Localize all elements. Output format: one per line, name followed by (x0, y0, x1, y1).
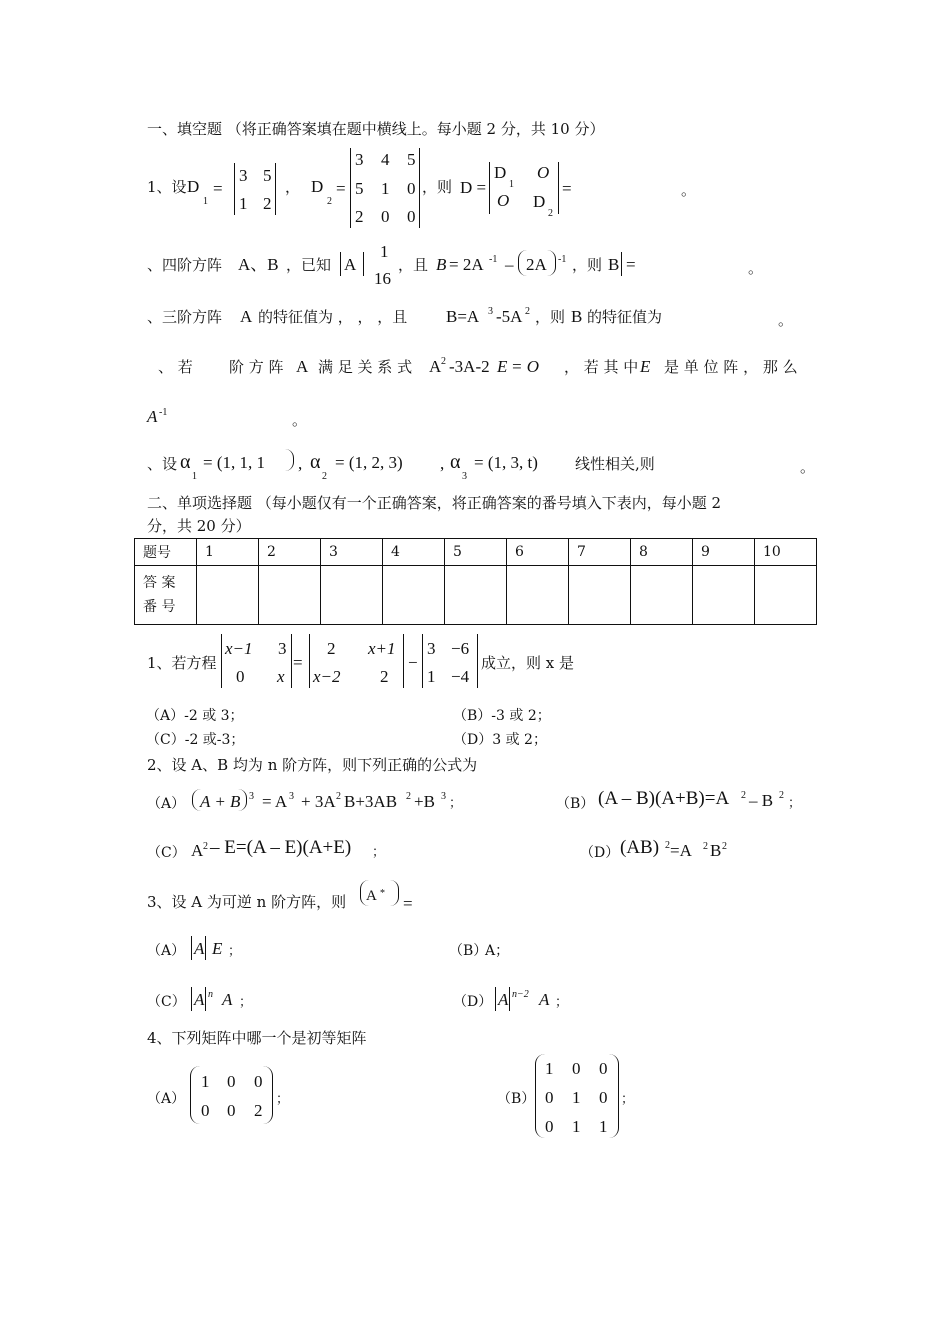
mc2-a-rest2: + 3A (301, 792, 336, 811)
q4-expr-mid: -3A-2 (449, 357, 490, 376)
q3-text1: 的特征值为 ， ， ，且 (258, 308, 408, 326)
q2-end: 。 (748, 259, 764, 277)
table-header-cell: 6 (507, 539, 569, 566)
mc4-a-label: （A） (147, 1091, 186, 1107)
q3-sup2: 2 (525, 306, 530, 317)
mc3-b-text: A； (485, 943, 510, 959)
table-header-cell: 10 (755, 539, 817, 566)
q1-end: 。 (681, 181, 697, 199)
table-answer-label-line1: 答 案 (143, 575, 176, 591)
q4-e: E (497, 357, 508, 376)
mc4-b-cell: 0 (599, 1088, 608, 1107)
mc2-a-rest: = A (262, 792, 288, 811)
mc2-b-expr: (A – B)(A+B)=A (598, 788, 730, 809)
answer-cell-6[interactable] (507, 566, 569, 625)
mc4-b-label: （B） (497, 1091, 536, 1107)
table-header-cell: 8 (631, 539, 693, 566)
mc2-c-sup: 2 (203, 841, 208, 852)
q1-prefix: 1、设 (147, 178, 187, 196)
mc1-option-c[interactable]: （C）-2 或-3； (146, 732, 245, 748)
q1-m2-cell: 2 (355, 207, 364, 226)
mc1-option-a[interactable]: （A）-2 或 3； (146, 708, 244, 724)
mc2-a-rest3: B+3AB (344, 792, 398, 811)
q2-frac-den: 16 (374, 269, 391, 288)
q5-v2: = (1, 2, 3) (335, 453, 403, 472)
q1-m2-cell: 0 (381, 207, 390, 226)
answer-table (134, 538, 817, 625)
q1-comma: ， (285, 178, 301, 196)
q3-text2: ，则 (535, 308, 566, 326)
mc3-a-end: ； (228, 944, 242, 959)
q3-end: 。 (778, 311, 794, 329)
q3-text3: 的特征值为 (587, 308, 663, 326)
q1-block-sub: 2 (548, 208, 553, 219)
mc1-m3-cell: −4 (451, 667, 470, 686)
q2-abs-b (621, 252, 622, 276)
q4-expr-a: A (429, 357, 442, 376)
mc2-d-sup: 2 (665, 840, 670, 851)
q1-m1-r1c2: 5 (263, 166, 272, 185)
table-answer-label-line2: 番 号 (143, 599, 176, 615)
q4-ainv-sup: -1 (159, 407, 168, 418)
q5-alpha2: α (310, 451, 321, 473)
mc3-b-label: （B） (449, 943, 488, 959)
mc3-c-end: ； (239, 995, 253, 1010)
q2-and: ，且 (398, 256, 429, 274)
q4-ainv: A (147, 407, 158, 426)
q1-d2: D (311, 177, 324, 196)
table-header-cell: 7 (569, 539, 631, 566)
q2-known: ，已知 (286, 256, 332, 274)
q1-block-cell: D (494, 163, 507, 182)
q2-prefix: 、四阶方阵 (147, 256, 223, 274)
q4-e2: E (640, 357, 651, 376)
mc2-a-expr: A + B (200, 792, 241, 811)
q5-alpha1: α (180, 451, 191, 473)
q4-sup2: 2 (441, 356, 446, 367)
mc1-m3-cell: 3 (427, 639, 436, 658)
table-header-cell: 4 (383, 539, 445, 566)
q1-d1: D (187, 177, 200, 196)
q1-block-cell: O (497, 191, 510, 210)
q1-block-cell: D (533, 192, 546, 211)
mc2-b-label: （B） (556, 796, 595, 812)
mc2-a-rest3-sup: 2 (406, 791, 411, 802)
q1-d1-sub: 1 (203, 196, 208, 207)
mc3-a-e: E (212, 939, 223, 958)
mc4-a-cell: 0 (201, 1101, 210, 1120)
mc1-m1-cell: x (277, 667, 285, 686)
mc2-a-rest4-sup: 3 (441, 791, 446, 802)
q1-eq2: = (336, 179, 346, 198)
mc4-b-cell: 1 (572, 1117, 581, 1136)
mc3-c-expr: A (194, 990, 205, 1009)
mc2-c-expr: A (191, 841, 204, 860)
mc1-m2-cell: 2 (380, 667, 389, 686)
mc3-a-expr: A (194, 939, 205, 958)
mc3-c-label: （C） (147, 994, 186, 1010)
q2-b: B (436, 255, 447, 274)
mc4-b-cell: 1 (572, 1088, 581, 1107)
mc2-a-end: ； (449, 796, 463, 811)
q1-m1-r1c1: 3 (239, 166, 248, 185)
q3-expr: B=A (446, 307, 480, 326)
q2-minus: – (505, 255, 514, 274)
mc2-a-rest-sup: 3 (289, 791, 294, 802)
mc2-b-sup2: 2 (779, 790, 784, 801)
mc4-a-cell: 2 (254, 1101, 263, 1120)
mc4-b-cell: 0 (599, 1059, 608, 1078)
mc1-m1-cell: 3 (278, 639, 287, 658)
q3-b: B (571, 307, 583, 326)
q2-a: A (344, 255, 357, 274)
answer-cell-2[interactable] (259, 566, 321, 625)
mc1-m3-cell: 1 (427, 667, 436, 686)
mc3-d-end: ； (555, 995, 569, 1010)
section1-header: 一、填空题 （将正确答案填在题中横线上。每小题 2 分，共 10 分） (147, 120, 605, 138)
q5-v3: = (1, 3, t) (474, 453, 538, 472)
q2-b-end: B (608, 255, 620, 274)
q4-text1: 阶 方 阵 (229, 358, 284, 376)
q1-d2-sub: 2 (327, 196, 332, 207)
q1-eq1: = (213, 179, 223, 198)
answer-cell-5[interactable] (445, 566, 507, 625)
answer-cell-1[interactable] (197, 566, 259, 625)
mc3-a-label: （A） (147, 943, 186, 959)
q1-m2-cell: 3 (355, 150, 364, 169)
q1-m1-r2c1: 1 (239, 194, 248, 213)
table-answer-label (135, 566, 197, 625)
q2-rparen (547, 250, 556, 276)
mc3-rparen (390, 880, 399, 906)
q4-expr-eq: = O (511, 357, 539, 376)
mc3-d-expr: A (498, 990, 509, 1009)
mc3-c-sup: n (208, 989, 213, 1000)
q2-frac-num: 1 (380, 242, 389, 261)
answer-cell-10[interactable] (755, 566, 817, 625)
q1-m2-cell: 5 (407, 150, 416, 169)
q4-text4: 是 单 位 阵 ， 那 么 (664, 358, 798, 376)
mc2-d-rest-sup: 2 (703, 841, 708, 852)
q1-m2-cell: 1 (381, 179, 390, 198)
answer-cell-4[interactable] (383, 566, 445, 625)
q4-text2: 满 足 关 系 式 (318, 358, 413, 376)
answer-table-header-row (135, 539, 817, 566)
q5-comma1: , (298, 454, 303, 473)
mc2-d-rest2-sup: 2 (722, 841, 727, 852)
mc4-b-cell: 0 (572, 1059, 581, 1078)
mc3-stem: 3、设 A 为可逆 n 阶方阵，则 (147, 893, 347, 911)
q1-m2-cell: 0 (407, 179, 416, 198)
mc1-option-d[interactable]: （D）3 或 2； (453, 732, 547, 748)
mc3-c-a: A (222, 990, 233, 1009)
answer-cell-7[interactable] (569, 566, 631, 625)
mc1-m2-cell: x−2 (313, 667, 341, 686)
mc2-b-end: ； (788, 796, 802, 811)
q5-sub2: 2 (322, 471, 327, 482)
q5-sub3: 3 (462, 471, 467, 482)
mc2-stem: 2、设 A、B 均为 n 阶方阵，则下列正确的公式为 (147, 756, 478, 774)
mc1-option-b[interactable]: （B）-3 或 2； (453, 708, 551, 724)
mc4-stem: 4、下列矩阵中哪一个是初等矩阵 (147, 1029, 367, 1047)
q2-expr2: 2A (526, 255, 547, 274)
q2-eq: = (626, 255, 636, 274)
mc2-c-rest: – E=(A – E)(A+E) (210, 837, 352, 858)
q3-a: A (240, 307, 253, 326)
q4-end: 。 (292, 411, 308, 429)
table-header-label: 题号 (135, 539, 197, 566)
mc1-m1-cell: 0 (236, 667, 245, 686)
q5-prefix: 、设 (147, 455, 178, 473)
mc1-eq: = (293, 653, 303, 672)
table-header-cell: 2 (259, 539, 321, 566)
mc2-c-label: （C） (147, 845, 186, 861)
mc1-m2-cell: 2 (327, 639, 336, 658)
mc3-d-label: （D） (453, 994, 493, 1010)
q5-comma2: , (440, 454, 445, 473)
table-header-cell: 3 (321, 539, 383, 566)
q1-then: ，则 (422, 178, 453, 196)
q1-d: D = (460, 178, 487, 197)
q1-tail-eq: = (562, 179, 572, 198)
mc4-a-rparen (262, 1066, 273, 1124)
q4-prefix: 、 若 (158, 358, 193, 376)
mc3-d-a: A (539, 990, 550, 1009)
mc4-b-cell: 1 (599, 1117, 608, 1136)
mc4-a-lparen (190, 1066, 201, 1124)
mc1-m1-cell: x−1 (225, 639, 253, 658)
mc4-b-rparen (608, 1054, 619, 1138)
q2-ab: A、B (238, 255, 279, 274)
mc1-suffix: 成立，则 x 是 (481, 654, 574, 672)
q3-sup1: 3 (488, 306, 493, 317)
mc2-d-rest: =A (670, 841, 692, 860)
q5-alpha3: α (450, 451, 461, 473)
mc2-b-mid: – B (749, 791, 774, 810)
q5-v1-rparen (285, 449, 294, 471)
mc2-d-expr: (AB) (620, 837, 660, 858)
mc4-a-cell: 0 (254, 1072, 263, 1091)
mc2-c-end: ； (372, 845, 386, 860)
q5-v1: = (1, 1, 1 (203, 453, 265, 472)
table-header-cell: 1 (197, 539, 259, 566)
mc2-a-rparen (238, 789, 247, 811)
section2-header-line1: 二、单项选择题 （每小题仅有一个正确答案，将正确答案的番号填入下表内，每小题 2 (147, 494, 722, 512)
mc4-b-cell: 0 (545, 1088, 554, 1107)
q2-then: ，则 (572, 256, 603, 274)
mc2-a-sup: 3 (249, 791, 254, 802)
mc3-eq: = (403, 894, 413, 913)
mc4-a-cell: 0 (227, 1101, 236, 1120)
mc1-minus: − (408, 653, 418, 672)
mc3-sup: * (380, 888, 385, 899)
q4-a: A (296, 357, 309, 376)
q3-expr2: -5A (496, 307, 523, 326)
mc2-d-label: （D） (580, 845, 620, 861)
section2-header-line2: 分，共 20 分） (147, 517, 251, 535)
mc1-m3-cell: −6 (451, 639, 470, 658)
mc4-b-end: ； (621, 1092, 635, 1107)
q2-sup2: -1 (558, 254, 567, 265)
q3-prefix: 、三阶方阵 (147, 308, 223, 326)
q5-text: 线性相关,则 (575, 455, 655, 473)
mc4-a-cell: 1 (201, 1072, 210, 1091)
mc2-d-rest2: B (710, 841, 722, 860)
mc4-a-end: ； (276, 1092, 290, 1107)
q1-m2-cell: 5 (355, 179, 364, 198)
q4-text3: ， 若 其 中 (564, 358, 639, 376)
q1-block-sub: 1 (509, 179, 514, 190)
q5-sub1: 1 (192, 471, 197, 482)
q1-block-cell: O (537, 163, 550, 182)
mc1-m2-cell: x+1 (368, 639, 396, 658)
q1-m2-cell: 0 (407, 207, 416, 226)
mc4-b-cell: 1 (545, 1059, 554, 1078)
q2-expr1: = 2A (449, 255, 484, 274)
mc4-a-cell: 0 (227, 1072, 236, 1091)
q2-sup1: -1 (489, 254, 498, 265)
mc2-a-label: （A） (147, 796, 186, 812)
mc1-prefix: 1、若方程 (147, 654, 217, 672)
mc2-b-sup1: 2 (741, 790, 746, 801)
q5-end: 。 (800, 458, 816, 476)
mc2-a-rest4: +B (414, 792, 435, 811)
answer-table-answer-row (135, 566, 817, 625)
q1-m2-cell: 4 (381, 150, 390, 169)
answer-cell-9[interactable] (693, 566, 755, 625)
table-header-cell: 9 (693, 539, 755, 566)
answer-cell-8[interactable] (631, 566, 693, 625)
table-header-cell: 5 (445, 539, 507, 566)
answer-cell-3[interactable] (321, 566, 383, 625)
mc3-d-sup: n−2 (512, 989, 529, 1000)
mc4-b-cell: 0 (545, 1117, 554, 1136)
mc3-expr: A (366, 888, 377, 904)
q1-m1-r2c2: 2 (263, 194, 272, 213)
mc2-a-rest2-sup: 2 (336, 791, 341, 802)
